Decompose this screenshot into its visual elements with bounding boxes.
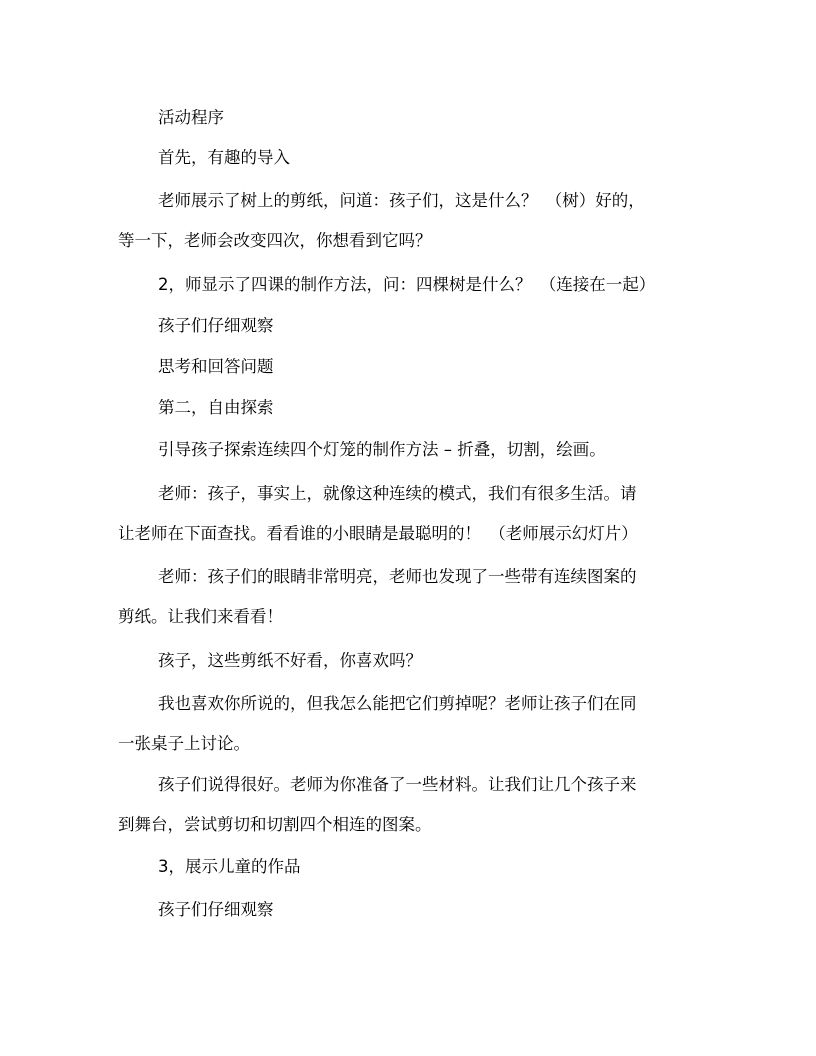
text-line: 让老师在下面查找。看看谁的小眼睛是最聪明的！ （老师展示幻灯片） [118, 524, 638, 543]
paragraph-second-explore [118, 388, 706, 428]
text-line: 孩子，这些剪纸不好看，你喜欢吗？ [158, 651, 422, 670]
paragraph-do-you-like [118, 641, 706, 681]
paragraph-observe-works [118, 890, 706, 930]
text-line: 引导孩子探索连续四个灯笼的制作方法 – 折叠，切割，绘画。 [158, 440, 606, 459]
text-line: 活动程序 [158, 108, 224, 127]
text-line: 剪纸。让我们来看看！ [118, 607, 283, 626]
paragraph-observe [118, 306, 706, 346]
paragraph-step-3 [118, 847, 706, 887]
text-line: 等一下，老师会改变四次，你想看到它吗？ [118, 231, 432, 250]
text-line: 孩子们仔细观察 [158, 316, 274, 335]
paragraph-materials [118, 765, 706, 845]
paragraph-first-intro [118, 138, 706, 178]
text-line: 老师：孩子们的眼睛非常明亮，老师也发现了一些带有连续图案的 [158, 567, 637, 586]
paragraph-activity-procedure [118, 98, 706, 138]
text-line: 我也喜欢你所说的，但我怎么能把它们剪掉呢？老师让孩子们在同 [158, 694, 637, 713]
text-line: 首先，有趣的导入 [158, 148, 290, 167]
text-line: 到舞台，尝试剪切和切割四个相连的图案。 [118, 815, 432, 834]
paragraph-discuss [118, 684, 706, 764]
text-line: 2，师显示了四课的制作方法，问：四棵树是什么？ （连接在一起） [158, 275, 656, 294]
text-line: 老师：孩子，事实上，就像这种连续的模式，我们有很多生活。请 [158, 484, 637, 503]
paragraph-teacher-bright-eyes [118, 557, 706, 637]
paragraph-guide-lanterns [118, 430, 706, 470]
text-line: 孩子们说得很好。老师为你准备了一些材料。让我们让几个孩子来 [158, 775, 637, 794]
text-line: 老师展示了树上的剪纸，问道：孩子们，这是什么？ （树）好的， [158, 191, 645, 210]
paragraph-teacher-shows-tree [118, 181, 706, 261]
text-line: 孩子们仔细观察 [158, 900, 274, 919]
text-line: 第二，自由探索 [158, 398, 274, 417]
paragraph-teacher-patterns [118, 474, 706, 554]
paragraph-step-2 [118, 265, 706, 305]
text-line: 思考和回答问题 [158, 357, 274, 376]
text-line: 一张桌子上讨论。 [118, 734, 250, 753]
paragraph-think-answer [118, 347, 706, 387]
text-line: 3，展示儿童的作品 [158, 857, 301, 876]
